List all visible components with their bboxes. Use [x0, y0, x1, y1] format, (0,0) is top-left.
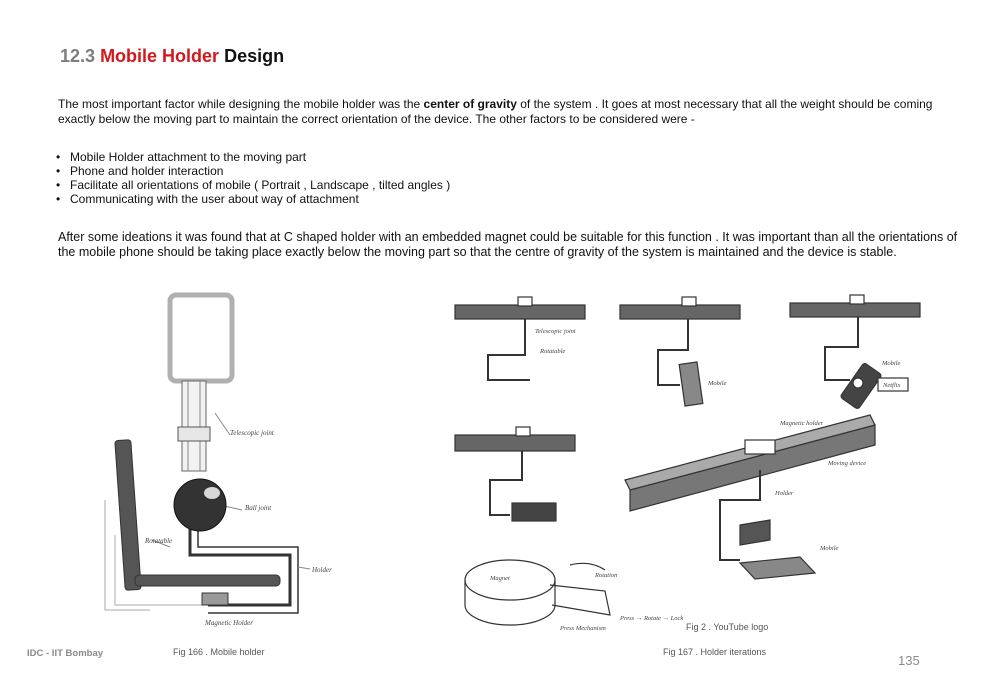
holder-iterations-sketch: [430, 285, 935, 640]
section-title-rest: Design: [224, 46, 285, 66]
conclusion-paragraph: After some ideations it was found that at C shaped holder with an embedded magnet could be suitable for this function . It was important than all the orientations of the mobile phone should be taking place exactly below the moving part so that the centre of gravity of the system is maintained and the device is stable.: [58, 230, 958, 259]
label-holder: Holder: [312, 566, 332, 574]
bullet-icon: •: [56, 150, 61, 164]
label-rotatable-2: Rotatable: [540, 348, 566, 355]
section-heading: [60, 46, 284, 67]
label-magnetic-holder-2: Magnetic holder: [780, 420, 824, 427]
label-rotatable: Rotatable: [145, 537, 173, 545]
section-title-highlight: Mobile Holder: [100, 46, 220, 66]
mobile-holder-sketch: [90, 285, 355, 645]
label-magnetic-holder: Magnetic Holder: [205, 619, 254, 627]
list-item: [56, 178, 450, 192]
list-item: [56, 192, 450, 206]
list-item-text: Mobile Holder attachment to the moving part: [70, 150, 307, 164]
label-mobile-2: Mobile: [882, 360, 901, 367]
bullet-icon: •: [56, 164, 61, 178]
label-magnet: Magnet: [490, 575, 510, 582]
label-press-rotate-lock: Press → Rotate → Lock: [620, 615, 684, 622]
bullet-icon: •: [56, 178, 61, 192]
label-mobile-3: Mobile: [820, 545, 839, 552]
label-mobile: Mobile: [708, 380, 727, 387]
list-item-text: Communicating with the user about way of attachment: [70, 192, 359, 206]
youtube-caption: Fig 2 . YouTube logo: [686, 622, 769, 632]
factor-list: [56, 150, 450, 206]
label-rotation: Rotation: [595, 572, 618, 579]
caption-fig167: Fig 167 . Holder iterations: [663, 647, 767, 657]
label-netflix: Netflix: [883, 382, 901, 389]
caption-fig166: Fig 166 . Mobile holder: [173, 647, 265, 657]
label-press-mechanism: Press Mechanism: [560, 625, 606, 632]
list-item: [56, 164, 450, 178]
page-number: 135: [898, 653, 920, 668]
label-telescopic-2: Telescopic joint: [535, 328, 576, 335]
label-ball-joint: Ball joint: [245, 504, 272, 512]
intro-text-before: The most important factor while designing the mobile holder was the: [58, 97, 424, 111]
list-item: [56, 150, 450, 164]
bullet-icon: •: [56, 192, 61, 206]
intro-paragraph: [58, 97, 948, 126]
label-holder-2: Holder: [775, 490, 794, 497]
footer-institution: IDC - IIT Bombay: [27, 648, 104, 659]
list-item-text: Phone and holder interaction: [70, 164, 224, 178]
intro-text-after: of the system . It goes at most necessary that all the weight should be coming exactly below the moving part to maintain the correct orientation of the device. The other factors to be considered were -: [58, 97, 933, 126]
intro-text-bold: center of gravity: [423, 97, 517, 111]
label-telescopic: Telescopic joint: [230, 429, 274, 437]
label-moving-device: Moving device: [828, 460, 867, 467]
section-number: 12.3: [60, 46, 96, 66]
list-item-text: Facilitate all orientations of mobile ( Portrait , Landscape , tilted angles ): [70, 178, 451, 192]
